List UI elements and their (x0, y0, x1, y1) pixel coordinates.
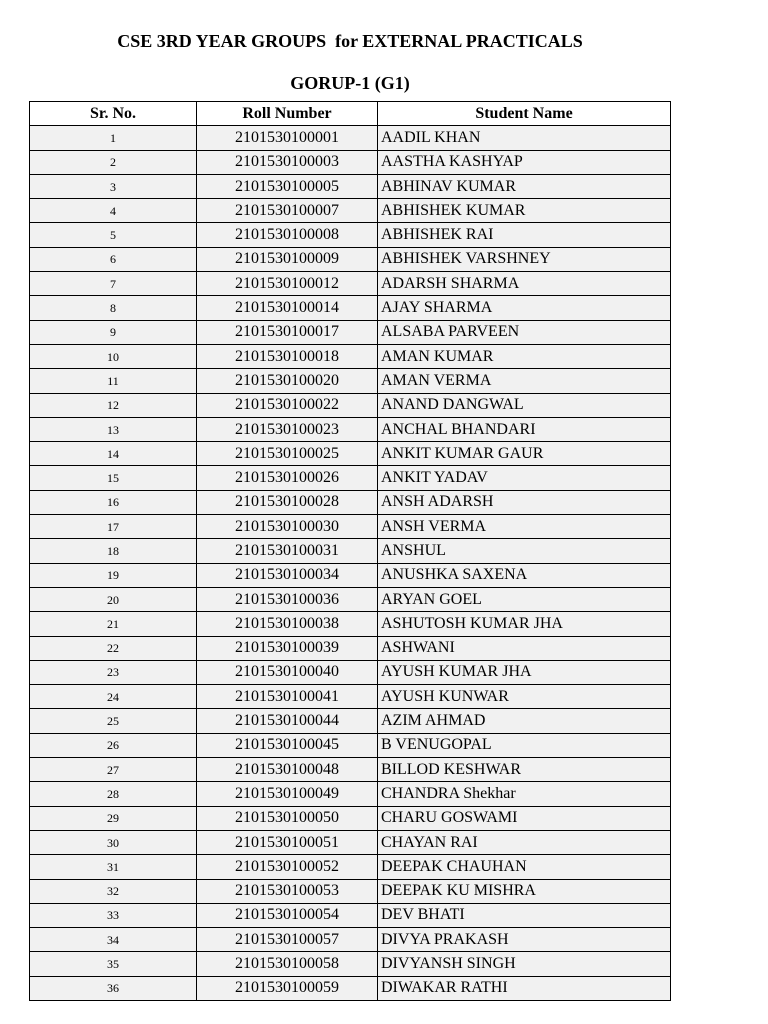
roll-number-cell: 2101530100017 (197, 320, 378, 344)
header-student-name: Student Name (378, 102, 671, 126)
student-name-cell: ABHISHEK VARSHNEY (378, 247, 671, 271)
roll-number-cell: 2101530100022 (197, 393, 378, 417)
roll-number-cell: 2101530100012 (197, 272, 378, 296)
student-name-cell: DIWAKAR RATHI (378, 976, 671, 1000)
sr-no-cell: 20 (30, 587, 197, 611)
sr-no-cell: 21 (30, 612, 197, 636)
roll-number-cell: 2101530100023 (197, 417, 378, 441)
roll-number-cell: 2101530100026 (197, 466, 378, 490)
table-row (30, 466, 671, 490)
roll-number-cell: 2101530100049 (197, 782, 378, 806)
sr-no-cell: 19 (30, 563, 197, 587)
table-row (30, 563, 671, 587)
sr-no-cell: 30 (30, 830, 197, 854)
sr-no-cell: 27 (30, 758, 197, 782)
roll-number-cell: 2101530100028 (197, 490, 378, 514)
roll-number-cell: 2101530100040 (197, 660, 378, 684)
document-title: CSE 3RD YEAR GROUPS for EXTERNAL PRACTICALS (117, 31, 583, 51)
table-row (30, 928, 671, 952)
sr-no-cell: 23 (30, 660, 197, 684)
sr-no-cell: 36 (30, 976, 197, 1000)
sr-no-cell: 15 (30, 466, 197, 490)
table-row (30, 709, 671, 733)
sr-no-cell: 32 (30, 879, 197, 903)
table-row (30, 150, 671, 174)
student-name-cell: ABHISHEK RAI (378, 223, 671, 247)
roll-number-cell: 2101530100009 (197, 247, 378, 271)
roll-number-cell: 2101530100008 (197, 223, 378, 247)
table-row (30, 758, 671, 782)
student-name-cell: DIVYANSH SINGH (378, 952, 671, 976)
table-row (30, 296, 671, 320)
table-row (30, 442, 671, 466)
table-row (30, 782, 671, 806)
table-row (30, 393, 671, 417)
roll-number-cell: 2101530100048 (197, 758, 378, 782)
roll-number-cell: 2101530100045 (197, 733, 378, 757)
student-name-cell: AYUSH KUNWAR (378, 685, 671, 709)
roll-number-cell: 2101530100005 (197, 174, 378, 198)
sr-no-cell: 16 (30, 490, 197, 514)
sr-no-cell: 24 (30, 685, 197, 709)
sr-no-cell: 4 (30, 199, 197, 223)
sr-no-cell: 34 (30, 928, 197, 952)
roll-number-cell: 2101530100051 (197, 830, 378, 854)
sr-no-cell: 13 (30, 417, 197, 441)
header-sr-no: Sr. No. (30, 102, 197, 126)
header-row (30, 102, 671, 126)
roll-number-cell: 2101530100034 (197, 563, 378, 587)
table-row (30, 733, 671, 757)
student-name-cell: AASTHA KASHYAP (378, 150, 671, 174)
student-name-cell: AADIL KHAN (378, 126, 671, 150)
student-name-cell: ARYAN GOEL (378, 587, 671, 611)
table-row (30, 223, 671, 247)
student-name-cell: ANUSHKA SAXENA (378, 563, 671, 587)
table-row (30, 806, 671, 830)
student-name-cell: ANCHAL BHANDARI (378, 417, 671, 441)
student-name-cell: ANKIT YADAV (378, 466, 671, 490)
student-name-cell: CHANDRA Shekhar (378, 782, 671, 806)
student-name-cell: DEEPAK KU MISHRA (378, 879, 671, 903)
table-row (30, 903, 671, 927)
roll-number-cell: 2101530100030 (197, 515, 378, 539)
student-name-cell: DEV BHATI (378, 903, 671, 927)
roll-number-cell: 2101530100039 (197, 636, 378, 660)
roll-number-cell: 2101530100036 (197, 587, 378, 611)
sr-no-cell: 12 (30, 393, 197, 417)
table-body (30, 126, 671, 1001)
roll-number-cell: 2101530100001 (197, 126, 378, 150)
roll-number-cell: 2101530100020 (197, 369, 378, 393)
student-name-cell: ABHISHEK KUMAR (378, 199, 671, 223)
table-row (30, 660, 671, 684)
sr-no-cell: 7 (30, 272, 197, 296)
sr-no-cell: 33 (30, 903, 197, 927)
roll-number-cell: 2101530100058 (197, 952, 378, 976)
table-row (30, 247, 671, 271)
header-roll-number: Roll Number (197, 102, 378, 126)
student-name-cell: AJAY SHARMA (378, 296, 671, 320)
roll-number-cell: 2101530100038 (197, 612, 378, 636)
student-name-cell: DIVYA PRAKASH (378, 928, 671, 952)
student-name-cell: ASHUTOSH KUMAR JHA (378, 612, 671, 636)
student-name-cell: DEEPAK CHAUHAN (378, 855, 671, 879)
student-name-cell: BILLOD KESHWAR (378, 758, 671, 782)
sr-no-cell: 35 (30, 952, 197, 976)
sr-no-cell: 2 (30, 150, 197, 174)
roll-number-cell: 2101530100025 (197, 442, 378, 466)
student-name-cell: ANAND DANGWAL (378, 393, 671, 417)
table-row (30, 126, 671, 150)
sr-no-cell: 29 (30, 806, 197, 830)
sr-no-cell: 11 (30, 369, 197, 393)
student-name-cell: CHARU GOSWAMI (378, 806, 671, 830)
table-row (30, 976, 671, 1000)
student-name-cell: ANSH ADARSH (378, 490, 671, 514)
sr-no-cell: 6 (30, 247, 197, 271)
student-name-cell: ANSHUL (378, 539, 671, 563)
sr-no-cell: 31 (30, 855, 197, 879)
student-name-cell: ABHINAV KUMAR (378, 174, 671, 198)
roll-number-cell: 2101530100059 (197, 976, 378, 1000)
sr-no-cell: 18 (30, 539, 197, 563)
student-name-cell: ADARSH SHARMA (378, 272, 671, 296)
roll-number-cell: 2101530100018 (197, 344, 378, 368)
student-name-cell: AMAN VERMA (378, 369, 671, 393)
student-name-cell: AZIM AHMAD (378, 709, 671, 733)
group-title: GORUP-1 (G1) (290, 73, 410, 93)
table-row (30, 320, 671, 344)
sr-no-cell: 22 (30, 636, 197, 660)
student-name-cell: ANSH VERMA (378, 515, 671, 539)
student-name-cell: ALSABA PARVEEN (378, 320, 671, 344)
table-row (30, 612, 671, 636)
student-roster-table (29, 101, 671, 1001)
table-row (30, 952, 671, 976)
table-row (30, 830, 671, 854)
roll-number-cell: 2101530100057 (197, 928, 378, 952)
sr-no-cell: 10 (30, 344, 197, 368)
student-name-cell: B VENUGOPAL (378, 733, 671, 757)
table-row (30, 587, 671, 611)
roll-number-cell: 2101530100050 (197, 806, 378, 830)
sr-no-cell: 26 (30, 733, 197, 757)
sr-no-cell: 8 (30, 296, 197, 320)
table-header (30, 102, 671, 126)
table-row (30, 539, 671, 563)
student-name-cell: AMAN KUMAR (378, 344, 671, 368)
sr-no-cell: 25 (30, 709, 197, 733)
sr-no-cell: 3 (30, 174, 197, 198)
sr-no-cell: 9 (30, 320, 197, 344)
roll-number-cell: 2101530100007 (197, 199, 378, 223)
table-row (30, 855, 671, 879)
table-row (30, 685, 671, 709)
table-row (30, 199, 671, 223)
table-row (30, 417, 671, 441)
roll-number-cell: 2101530100003 (197, 150, 378, 174)
roll-number-cell: 2101530100014 (197, 296, 378, 320)
table-row (30, 879, 671, 903)
table-row (30, 272, 671, 296)
roll-number-cell: 2101530100041 (197, 685, 378, 709)
table-row (30, 636, 671, 660)
student-name-cell: CHAYAN RAI (378, 830, 671, 854)
roll-number-cell: 2101530100052 (197, 855, 378, 879)
table-row (30, 369, 671, 393)
student-name-cell: AYUSH KUMAR JHA (378, 660, 671, 684)
roll-number-cell: 2101530100031 (197, 539, 378, 563)
table-row (30, 490, 671, 514)
roll-number-cell: 2101530100053 (197, 879, 378, 903)
sr-no-cell: 17 (30, 515, 197, 539)
sr-no-cell: 14 (30, 442, 197, 466)
sr-no-cell: 5 (30, 223, 197, 247)
roll-number-cell: 2101530100044 (197, 709, 378, 733)
sr-no-cell: 1 (30, 126, 197, 150)
table-row (30, 515, 671, 539)
sr-no-cell: 28 (30, 782, 197, 806)
table-row (30, 344, 671, 368)
student-name-cell: ASHWANI (378, 636, 671, 660)
roll-number-cell: 2101530100054 (197, 903, 378, 927)
student-name-cell: ANKIT KUMAR GAUR (378, 442, 671, 466)
table-row (30, 174, 671, 198)
